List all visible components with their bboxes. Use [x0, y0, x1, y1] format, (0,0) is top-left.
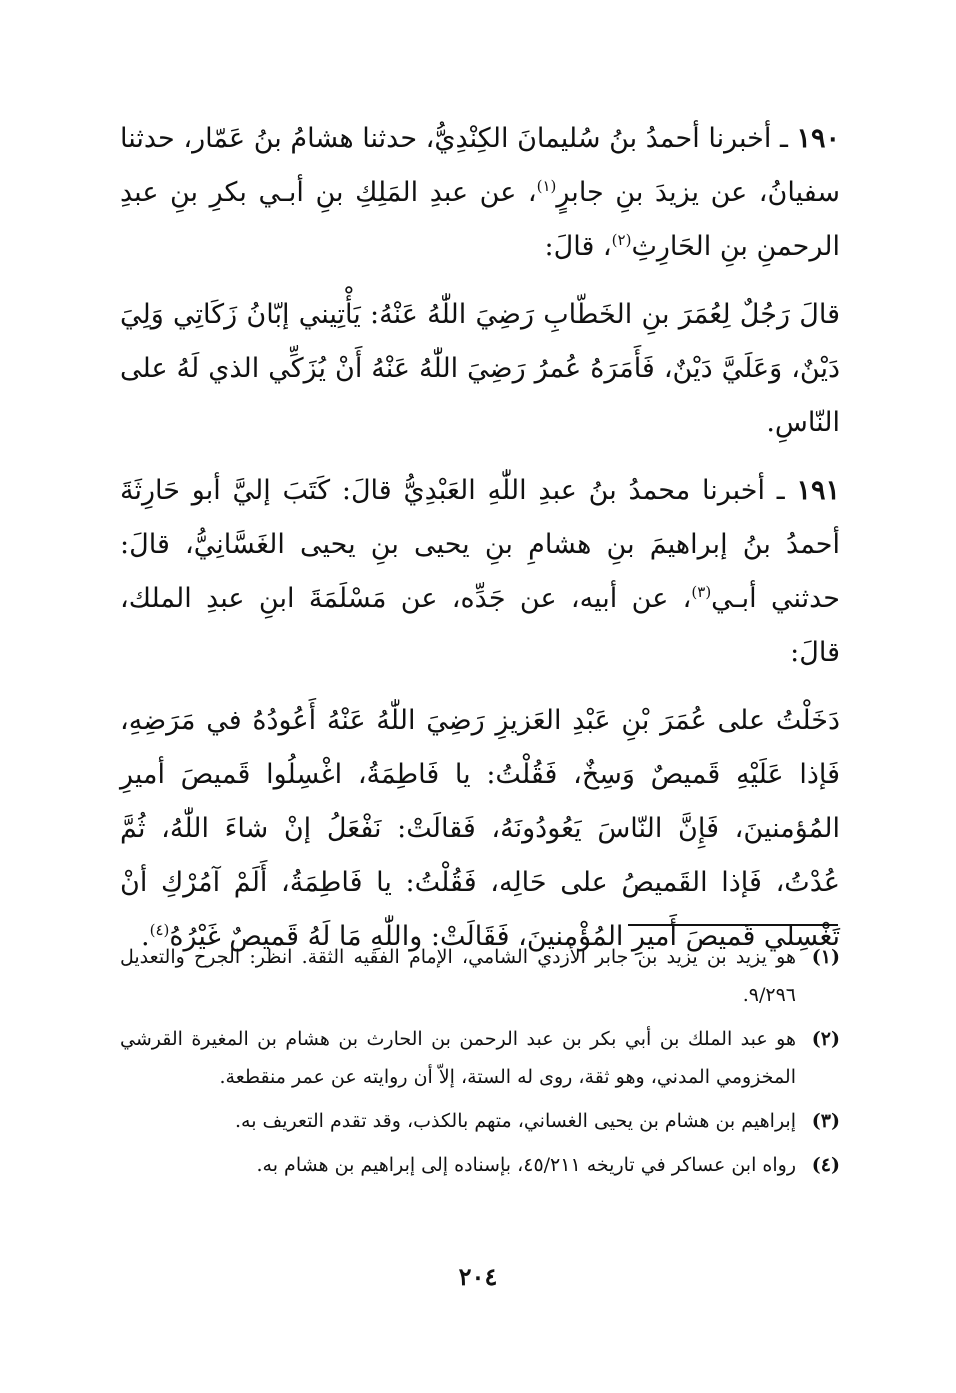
- footnote-mark: (٤): [811, 1154, 840, 1176]
- paragraph-text: ـ أخبرنا محمدُ بنُ عبدِ اللّٰهِ العَبْدِيُّ قالَ: كَتَبَ إليَّ أبو حَارِثَةَ أحمدُ بنُ إبراهيمَ بنِ هشامِ بنِ يحيى بنِ يحيى الغَسَّانِيُّ، قالَ: حدثني أبـي: [120, 475, 840, 614]
- footnote-text: هو يزيد بن يزيد بن جابر الأزدي الشامي، الإمام الفقيه الثقة. انظر: الجرح والتعديل ٩/٢٩٦.: [120, 946, 796, 1006]
- paragraph-text: ، عن أبيه، عن جَدِّه، عن مَسْلَمَةَ ابنِ عبدِ الملك، قالَ:: [120, 583, 840, 668]
- footnote-ref: (١): [536, 177, 557, 195]
- hadith-number: ١٩٠: [796, 123, 840, 154]
- footnote-text: هو عبد الملك بن أبي بكر بن عبد الرحمن بن الحارث بن هشام بن المغيرة القرشي المخزومي المدني، وهو ثقة، روى له الستة، إلاّ أن روايته عن عمر منقطعة.: [120, 1028, 796, 1088]
- footnote-2: [120, 1020, 840, 1096]
- footnote-ref: (٣): [691, 583, 712, 601]
- paragraph-text: .: [141, 921, 150, 952]
- paragraph-text: ، عن عبدِ المَلِكِ بنِ أبـي بكرِ بنِ عبدِ الرحمنِ بنِ الحَارِثِ: [120, 177, 840, 262]
- footnote-text: إبراهيم بن هشام بن يحيى الغساني، متهم بالكذب، وقد تقدم التعريف به.: [235, 1110, 796, 1132]
- footnote-mark: (٣): [811, 1110, 840, 1132]
- footnote-mark: (١): [811, 946, 840, 968]
- paragraph-190: [120, 112, 840, 274]
- page-number: ٢٠٤: [458, 1262, 498, 1291]
- footnotes: [120, 938, 840, 1190]
- footnote-ref: (٤): [149, 921, 170, 939]
- hadith-number: ١٩١: [796, 475, 840, 506]
- paragraph-text: قالَ رَجُلٌ لِعُمَرَ بنِ الخَطّابِ رَضِيَ اللّٰهُ عَنْهُ: يَأْتِيني إبّانُ زَكَاتِي وَلِيَ دَيْنٌ، وَعَلَيَّ دَيْنٌ، فَأَمَرَهُ عُمرُ رَضِيَ اللّٰهُ عَنْهُ أَنْ يُزَكِّي الذي لَهُ على النّاسِ.: [120, 299, 840, 438]
- paragraph-narration-190: [120, 288, 840, 450]
- footnote-text: رواه ابن عساكر في تاريخه ٤٥/٢١١، بإسناده إلى إبراهيم بن هشام به.: [256, 1154, 796, 1176]
- paragraph-text: دَخَلْتُ على عُمَرَ بْنِ عَبْدِ العَزيزِ رَضِيَ اللّٰهُ عَنْهُ أَعُودُهُ في مَرَضِهِ، فَإذا عَلَيْهِ قَميصٌ وَسِخٌ، فَقُلْتُ: يا فَاطِمَةُ، اغْسِلُوا قَميصَ أميرِ المُؤمنينَ، فَإِنَّ النّاسَ يَعُودُونَهُ، فَقالَتْ: نَفْعَلُ إنْ شاءَ اللّٰهُ، ثُمَّ عُدْتُ، فَإذا القَميصُ على حَالِه، فَقُلْتُ: يا فَاطِمَةُ، أَلَمْ آمُرْكِ أنْ تَغْسِلي قَميصَ أَميرِ المُؤْمنينَ، فَقَالَتْ: واللّٰهِ مَا لَهُ قَميصٌ غَيْرُهُ: [120, 705, 840, 952]
- paragraph-text: ـ أخبرنا أحمدُ بنُ سُليمانَ الكِنْدِيُّ، حدثنا هشامُ بنُ عَمّار، حدثنا سفيانُ، عن يزيدَ بنِ جابرٍ: [120, 123, 840, 208]
- footnote-ref: (٢): [611, 231, 632, 249]
- footnote-4: [120, 1146, 840, 1184]
- main-text: [120, 112, 840, 978]
- footnote-1: [120, 938, 840, 1014]
- footnote-3: [120, 1102, 840, 1140]
- footnote-divider: [628, 924, 838, 926]
- paragraph-191: [120, 464, 840, 680]
- footnote-mark: (٢): [811, 1028, 840, 1050]
- paragraph-text: ، قالَ:: [544, 231, 612, 262]
